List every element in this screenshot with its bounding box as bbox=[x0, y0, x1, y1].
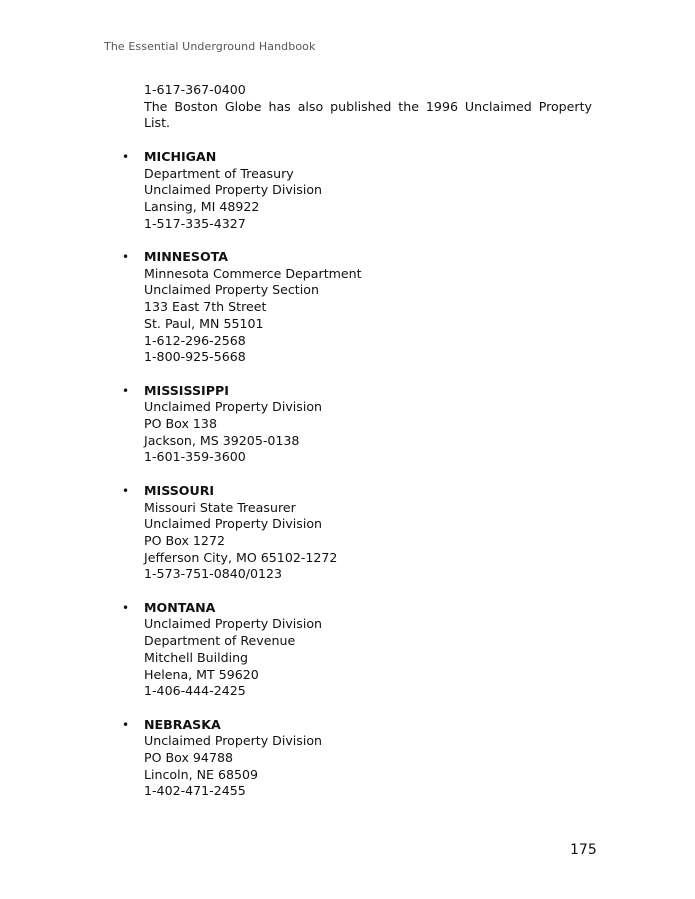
address-line: 133 East 7th Street bbox=[144, 299, 267, 315]
address-line: Unclaimed Property Division bbox=[144, 733, 323, 749]
address-line: Jackson, MS 39205-0138 bbox=[144, 432, 300, 448]
intro-phone: 1-617-367-0400 bbox=[144, 82, 246, 97]
address-line: Department of Treasury bbox=[144, 165, 294, 181]
bullet-icon: • bbox=[122, 600, 130, 615]
address-line: Unclaimed Property Division bbox=[144, 516, 323, 532]
phone-line: 1-601-359-3600 bbox=[144, 449, 246, 465]
intro-note: The Boston Globe has also published the 1996 Unclaimed Property List. bbox=[144, 98, 592, 131]
address-line: Missouri State Treasurer bbox=[144, 499, 296, 515]
state-entry-mississippi bbox=[122, 382, 592, 467]
page-content bbox=[122, 82, 592, 800]
address-line: Lincoln, NE 68509 bbox=[144, 766, 259, 782]
page-number: 175 bbox=[570, 842, 597, 858]
address-line: Mitchell Building bbox=[144, 649, 249, 665]
state-entry-missouri bbox=[122, 482, 592, 583]
state-heading: NEBRASKA bbox=[144, 716, 221, 732]
phone-line: 1-612-296-2568 bbox=[144, 332, 246, 348]
bullet-icon: • bbox=[122, 717, 130, 732]
address-line: PO Box 1272 bbox=[144, 532, 225, 548]
phone-line: 1-517-335-4327 bbox=[144, 215, 246, 231]
state-entry-nebraska bbox=[122, 716, 592, 801]
phone-line: 1-800-925-5668 bbox=[144, 349, 246, 365]
state-heading: MISSOURI bbox=[144, 482, 215, 498]
phone-line: 1-402-471-2455 bbox=[144, 783, 246, 799]
bullet-icon: • bbox=[122, 149, 130, 164]
address-line: Unclaimed Property Section bbox=[144, 282, 319, 298]
address-line: Department of Revenue bbox=[144, 633, 296, 649]
address-line: Unclaimed Property Division bbox=[144, 399, 323, 415]
address-line: Jefferson City, MO 65102-1272 bbox=[144, 549, 338, 565]
address-line: St. Paul, MN 55101 bbox=[144, 315, 264, 331]
address-line: Unclaimed Property Division bbox=[144, 182, 323, 198]
phone-line: 1-573-751-0840/0123 bbox=[144, 566, 283, 582]
address-line: PO Box 138 bbox=[144, 416, 217, 432]
state-heading: MISSISSIPPI bbox=[144, 382, 229, 398]
bullet-icon: • bbox=[122, 383, 130, 398]
bullet-icon: • bbox=[122, 483, 130, 498]
state-entry-michigan bbox=[122, 148, 592, 233]
address-line: PO Box 94788 bbox=[144, 750, 233, 766]
address-line: Helena, MT 59620 bbox=[144, 666, 259, 682]
bullet-icon: • bbox=[122, 250, 130, 264]
address-line: Minnesota Commerce Department bbox=[144, 265, 362, 281]
state-heading: MONTANA bbox=[144, 599, 216, 615]
state-entry-montana bbox=[122, 599, 592, 700]
address-line: Lansing, MI 48922 bbox=[144, 198, 260, 214]
running-header: The Essential Underground Handbook bbox=[104, 40, 316, 53]
state-heading: MICHIGAN bbox=[144, 148, 217, 164]
address-line: Unclaimed Property Division bbox=[144, 616, 323, 632]
phone-line: 1-406-444-2425 bbox=[144, 683, 246, 699]
state-heading: MINNESOTA bbox=[144, 249, 229, 264]
state-entry-minnesota bbox=[122, 249, 592, 366]
